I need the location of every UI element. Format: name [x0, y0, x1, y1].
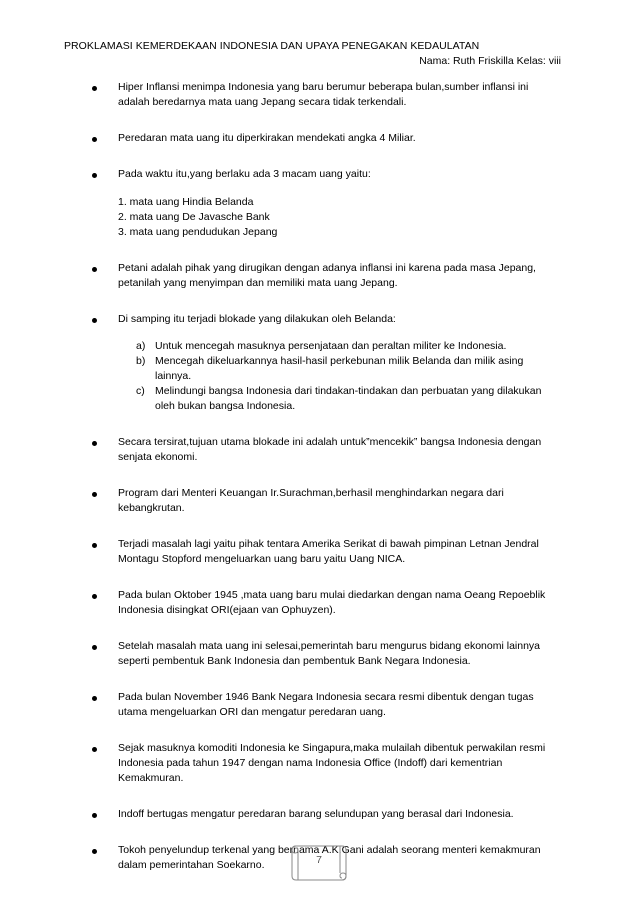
list-item-text: Setelah masalah mata uang ini selesai,pemerintah baru mengurus bidang ekonomi lainnya seperti pembentuk Bank Indonesia dan pembentuk Bank Negara Indonesia. — [118, 640, 541, 667]
blockade-item — [136, 384, 562, 414]
list-item-text: Indoff bertugas mengatur peredaran barang selundupan yang berasal dari Indonesia. — [118, 808, 514, 820]
blockade-item — [136, 339, 562, 354]
list-item — [92, 639, 562, 669]
list-item-text: Hiper Inflansi menimpa Indonesia yang baru berumur beberapa bulan,sumber inflansi ini adalah beredarnya mata uang Jepang secara tidak terkendali. — [118, 81, 529, 108]
bullet-icon — [92, 594, 97, 599]
money-list-item: 3. mata uang pendudukan Jepang — [118, 226, 278, 238]
list-item — [92, 167, 562, 182]
list-item — [92, 741, 562, 786]
list-item — [92, 537, 562, 567]
bullet-icon — [92, 86, 97, 91]
list-item — [92, 588, 562, 618]
money-list-item: 2. mata uang De Javasche Bank — [118, 211, 270, 223]
blockade-list — [92, 339, 562, 414]
content — [92, 80, 562, 873]
list-item-text: Program dari Menteri Keuangan Ir.Surachman,berhasil menghindarkan negara dari kebangkrutan. — [118, 487, 504, 514]
blockade-text: Untuk mencegah masuknya persenjataan dan peraltan militer ke Indonesia. — [155, 340, 507, 352]
bullet-icon — [92, 645, 97, 650]
list-item-text: Secara tersirat,tujuan utama blokade ini adalah untuk”mencekik” bangsa Indonesia dengan senjata ekonomi. — [118, 436, 542, 463]
list-item-text: Pada bulan November 1946 Bank Negara Indonesia secara resmi dibentuk dengan tugas utama mengeluarkan ORI dan mengatur peredaran uang. — [118, 691, 534, 718]
blockade-item — [136, 354, 562, 384]
blockade-text: Melindungi bangsa Indonesia dari tindakan-tindakan dan perbuatan yang dilakukan oleh bukan bangsa Indonesia. — [155, 385, 542, 412]
header-name-class: Nama: Ruth Friskilla Kelas: viii — [419, 55, 561, 67]
list-item-text: Pada bulan Oktober 1945 ,mata uang baru mulai diedarkan dengan nama Oeang Repoeblik Indonesia disingkat ORI(ejaan van Ophuyzen). — [118, 589, 546, 616]
bullet-icon — [92, 813, 97, 818]
bullet-icon — [92, 543, 97, 548]
blockade-text: Mencegah dikeluarkannya hasil-hasil perkebunan milik Belanda dan milik asing lainnya. — [155, 355, 524, 382]
money-list-item: 1. mata uang Hindia Belanda — [118, 196, 254, 208]
list-item-text: Di samping itu terjadi blokade yang dilakukan oleh Belanda: — [118, 313, 396, 325]
bullet-icon — [92, 441, 97, 446]
blockade-marker: b) — [136, 355, 146, 367]
list-item-text: Sejak masuknya komoditi Indonesia ke Singapura,maka mulailah dibentuk perwakilan resmi Indonesia pada tahun 1947 dengan nama Indonesia Office (Indoff) dari kementrian Kemakmuran. — [118, 742, 546, 784]
list-item-text: Pada waktu itu,yang berlaku ada 3 macam uang yaitu: — [118, 168, 371, 180]
bullet-icon — [92, 318, 97, 323]
list-item — [92, 435, 562, 465]
list-item — [92, 690, 562, 720]
list-item-text: Petani adalah pihak yang dirugikan dengan adanya inflansi ini karena pada masa Jepang, petanilah yang menyimpan dan memiliki mata uang Jepang. — [118, 262, 536, 289]
list-item-text: Terjadi masalah lagi yaitu pihak tentara Amerika Serikat di bawah pimpinan Letnan Jendral Montagu Stopford mengeluarkan uang baru yaitu Uang NICA. — [118, 538, 539, 565]
list-item — [92, 131, 562, 146]
bullet-icon — [92, 267, 97, 272]
list-item — [92, 80, 562, 110]
blockade-marker: c) — [136, 385, 145, 397]
bullet-icon — [92, 747, 97, 752]
bullet-icon — [92, 696, 97, 701]
list-item — [92, 312, 562, 327]
list-item — [92, 486, 562, 516]
money-list — [92, 195, 562, 240]
list-item — [92, 807, 562, 822]
list-item-text: Tokoh penyelundup terkenal yang bernama A.K.Gani adalah seorang menteri kemakmuran dalam pemerintahan Soekarno. — [118, 844, 541, 871]
page-footer — [288, 840, 350, 884]
header-title: PROKLAMASI KEMERDEKAAN INDONESIA DAN UPAYA PENEGAKAN KEDAULATAN — [64, 40, 480, 52]
blockade-marker: a) — [136, 340, 146, 352]
list-item — [92, 261, 562, 291]
page-number: 7 — [316, 854, 322, 866]
bullet-icon — [92, 849, 97, 854]
list-item-text: Peredaran mata uang itu diperkirakan mendekati angka 4 Miliar. — [118, 132, 416, 144]
bullet-icon — [92, 492, 97, 497]
bullet-icon — [92, 137, 97, 142]
bullet-icon — [92, 173, 97, 178]
